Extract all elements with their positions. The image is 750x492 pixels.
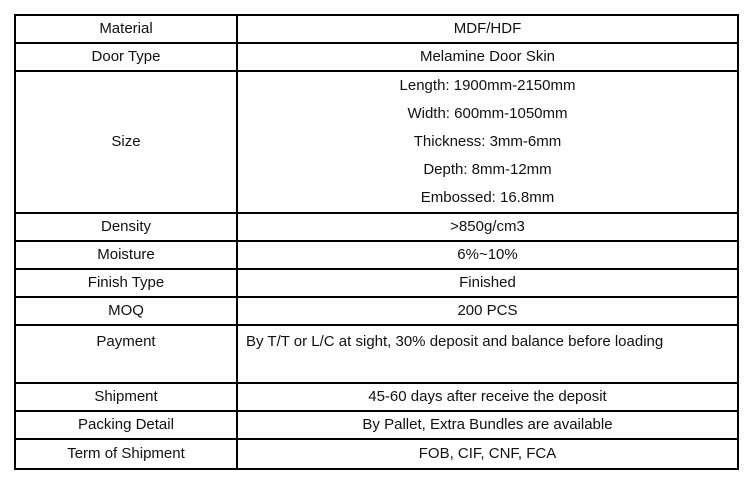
row-label: Size [15,71,237,213]
table-row [15,439,738,469]
row-label: Packing Detail [15,411,237,439]
row-value-line: Depth: 8mm-12mm [423,161,552,178]
row-value: By Pallet, Extra Bundles are available [237,411,738,439]
table-row [15,325,738,383]
row-value-line: Embossed: 16.8mm [420,189,555,206]
row-value: MDF/HDF [237,15,738,43]
row-value: By T/T or L/C at sight, 30% deposit and balance before loading [237,325,738,383]
table-row [15,43,738,71]
row-value: Melamine Door Skin [237,43,738,71]
row-label: Term of Shipment [15,439,237,469]
table-row [15,15,738,43]
table-row [15,241,738,269]
row-label: Material [15,15,237,43]
row-label: Door Type [15,43,237,71]
product-spec-table [14,14,739,470]
table-row [15,269,738,297]
row-label: Finish Type [15,269,237,297]
row-value: >850g/cm3 [237,213,738,241]
row-value: 200 PCS [237,297,738,325]
table-row [15,71,738,213]
table-row [15,297,738,325]
row-value: 6%~10% [237,241,738,269]
row-value: Finished [237,269,738,297]
row-value-line: Thickness: 3mm-6mm [413,133,562,150]
row-label: Moisture [15,241,237,269]
row-label: Shipment [15,383,237,411]
table-row [15,213,738,241]
row-value: FOB, CIF, CNF, FCA [237,439,738,469]
row-label: Density [15,213,237,241]
spec-table-body [15,15,738,469]
row-value [237,71,738,213]
row-label: Payment [15,325,237,383]
table-row [15,383,738,411]
table-row [15,411,738,439]
row-value-line: Length: 1900mm-2150mm [399,77,576,94]
row-label: MOQ [15,297,237,325]
row-value: 45-60 days after receive the deposit [237,383,738,411]
row-value-line: Width: 600mm-1050mm [407,105,568,122]
